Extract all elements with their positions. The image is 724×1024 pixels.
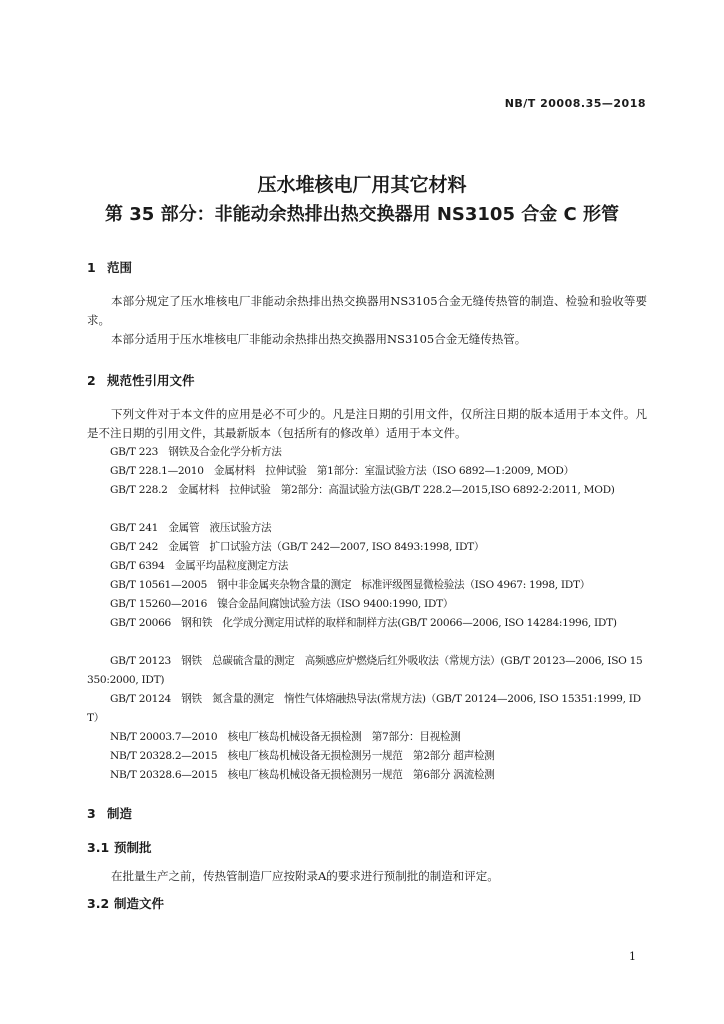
page-number: 1 bbox=[629, 950, 636, 963]
standard-code: NB/T 20008.35—2018 bbox=[504, 97, 646, 110]
subsection-3-1-paragraph: 在批量生产之前，传热管制造厂应按附录A的要求进行预制批的制造和评定。 bbox=[111, 869, 499, 883]
subsection-number: 3.1 bbox=[87, 840, 110, 855]
section-1-paragraph-1: 本部分规定了压水堆核电厂非能动余热排出热交换器用NS3105合金无缝传热管的制造、检验和验收等要求。 bbox=[87, 294, 647, 327]
section-number: 3 bbox=[87, 806, 96, 821]
section-2-intro: 下列文件对于本文件的应用是必不可少的。凡是注日期的引用文件，仅所注日期的版本适用于本文件。凡是不注日期的引用文件，其最新版本（包括所有的修改单）适用于本文件。 bbox=[87, 407, 647, 440]
reference-item: NB/T 20328.6—2015 核电厂核岛机械设备无损检测另一规范 第6部分 涡流检测 bbox=[110, 769, 495, 781]
reference-item: GB/T 10561—2005 钢中非金属夹杂物含量的测定 标准评级图显微检验法（ISO 4967: 1998, IDT） bbox=[110, 579, 591, 591]
reference-item: GB/T 15260—2016 镍合金晶间腐蚀试验方法（ISO 9400:1990, IDT） bbox=[110, 598, 454, 610]
reference-item: NB/T 20003.7—2010 核电厂核岛机械设备无损检测 第7部分：目视检测 bbox=[110, 731, 461, 743]
reference-item: GB/T 223 钢铁及合金化学分析方法 bbox=[110, 446, 282, 458]
reference-item: GB/T 228.2 金属材料 拉伸试验 第2部分：高温试验方法(GB/T 228.2—2015,ISO 6892-2:2011, MOD) bbox=[110, 484, 615, 496]
section-title: 规范性引用文件 bbox=[107, 373, 195, 388]
section-number: 1 bbox=[87, 260, 96, 275]
section-1-paragraph-2: 本部分适用于压水堆核电厂非能动余热排出热交换器用NS3105合金无缝传热管。 bbox=[111, 332, 527, 346]
reference-item: GB/T 228.1—2010 金属材料 拉伸试验 第1部分：室温试验方法（ISO 6892—1:2009, MOD） bbox=[110, 465, 574, 477]
reference-item: GB/T 20123 钢铁 总碳硫含量的测定 高频感应炉燃烧后红外吸收法（常规方法）(GB/T 20123—2006, ISO 15350:2000, IDT) bbox=[87, 655, 643, 686]
subsection-3-2-heading bbox=[87, 894, 164, 912]
reference-item: GB/T 241 金属管 液压试验方法 bbox=[110, 522, 272, 534]
subsection-title: 制造文件 bbox=[114, 896, 165, 911]
section-2-heading bbox=[87, 371, 195, 389]
reference-item: GB/T 6394 金属平均晶粒度测定方法 bbox=[110, 560, 289, 572]
reference-item: GB/T 20066 钢和铁 化学成分测定用试样的取样和制样方法(GB/T 20066—2006, ISO 14284:1996, IDT) bbox=[110, 617, 617, 629]
section-1-heading bbox=[87, 258, 132, 276]
title-line-1: 压水堆核电厂用其它材料 bbox=[257, 174, 467, 196]
reference-item: NB/T 20328.2—2015 核电厂核岛机械设备无损检测另一规范 第2部分 超声检测 bbox=[110, 750, 495, 762]
subsection-title: 预制批 bbox=[114, 840, 152, 855]
title-line-2: 第 35 部分：非能动余热排出热交换器用 NS3105 合金 C 形管 bbox=[105, 204, 619, 225]
reference-item: GB/T 20124 钢铁 氮含量的测定 惰性气体熔融热导法(常规方法)（GB/T 20124—2006, ISO 15351:1999, IDT） bbox=[87, 693, 641, 724]
reference-item: GB/T 242 金属管 扩口试验方法（GB/T 242—2007, ISO 8493:1998, IDT） bbox=[110, 541, 485, 553]
section-title: 制造 bbox=[107, 806, 133, 821]
subsection-3-1-heading bbox=[87, 838, 152, 856]
section-title: 范围 bbox=[107, 260, 133, 275]
section-number: 2 bbox=[87, 373, 96, 388]
section-3-heading bbox=[87, 804, 132, 822]
subsection-number: 3.2 bbox=[87, 896, 110, 911]
